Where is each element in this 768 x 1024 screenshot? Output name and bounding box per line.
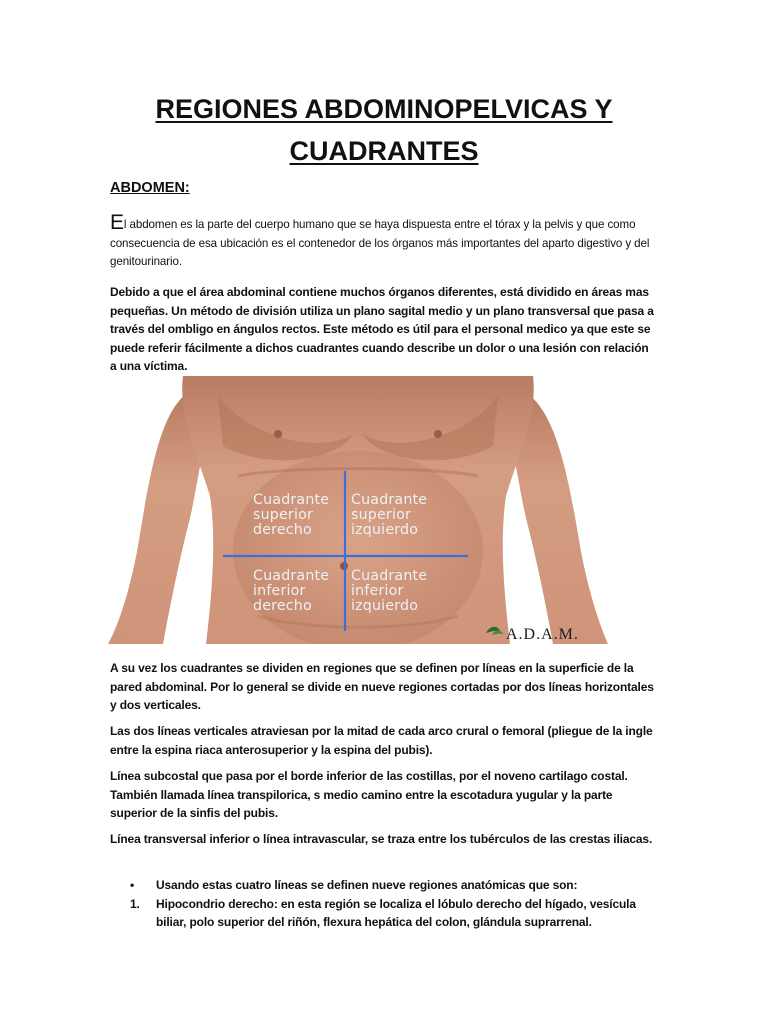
paragraph-vertical-lines: Las dos líneas verticales atraviesan por la mitad de cada arco crural o femoral (pliegue de la ingle entre la espina riaca anterosuperior y la espina del pubis). (110, 724, 653, 757)
abdomen-quadrants-figure (108, 376, 608, 644)
list-number: 1. (130, 896, 140, 911)
title-line-1: REGIONES ABDOMINOPELVICAS Y (155, 94, 613, 124)
paragraph-subcostal: Línea subcostal que pasa por el borde inferior de las costillas, por el noveno cartilago costal. También llamada línea transpilorica, s medio camino entre la escotadura yugular y la parte superior de la sinfis del pubis. (110, 769, 628, 821)
intro-paragraph (110, 211, 658, 272)
page-title (110, 88, 658, 172)
svg-text:A.D.A.M.: A.D.A.M. (506, 626, 579, 643)
list-item-text: Usando estas cuatro líneas se definen nueve regiones anatómicas que son: (156, 878, 578, 892)
drop-cap: E (110, 211, 124, 234)
list-item-text: Hipocondrio derecho: en esta región se localiza el lóbulo derecho del hígado, vesícula biliar, polo superior del riñón, flexura hepática del colon, glándula suprarrenal. (156, 896, 636, 930)
list-bullet: • (130, 878, 135, 892)
section-heading: ABDOMEN: (110, 180, 190, 196)
title-line-2: CUADRANTES (289, 136, 479, 166)
torso-illustration (108, 376, 608, 644)
paragraph-division: Debido a que el área abdominal contiene muchos órganos diferentes, está dividido en áreas mas pequeñas. Un método de división utiliza un plano sagital medio y un plano transversal que pasa a través del ombligo en ángulos rectos. Este método es útil para el personal medico ya que este se puede referir fácilmente a dichos cuadrantes cuando describe un dolor o una lesión con relación a una víctima. (110, 285, 654, 374)
label-upper-left: Cuadrante superior izquierdo (351, 492, 428, 538)
intro-text: l abdomen es la parte del cuerpo humano que se haya dispuesta entre el tórax y la pelvis y que como consecuencia de esa ubicación es el contenedor de los órganos más importantes del aparto digestivo y del genitourinario. (110, 218, 650, 269)
label-lower-left: Cuadrante inferior izquierdo (351, 568, 428, 614)
paragraph-transversal: Línea transversal inferior o línea intravascular, se traza entre los tubérculos de las crestas iliacas. (110, 832, 653, 846)
label-lower-right: Cuadrante inferior derecho (253, 568, 330, 614)
paragraph-regions: A su vez los cuadrantes se dividen en regiones que se definen por líneas en la superficie de la pared abdominal. Por lo general se divide en nueve regiones cortadas por dos líneas horizontales y dos verticales. (110, 661, 654, 713)
list-item (130, 876, 658, 895)
regions-list (130, 876, 658, 932)
label-upper-right: Cuadrante superior derecho (253, 492, 330, 538)
list-item (130, 895, 658, 932)
